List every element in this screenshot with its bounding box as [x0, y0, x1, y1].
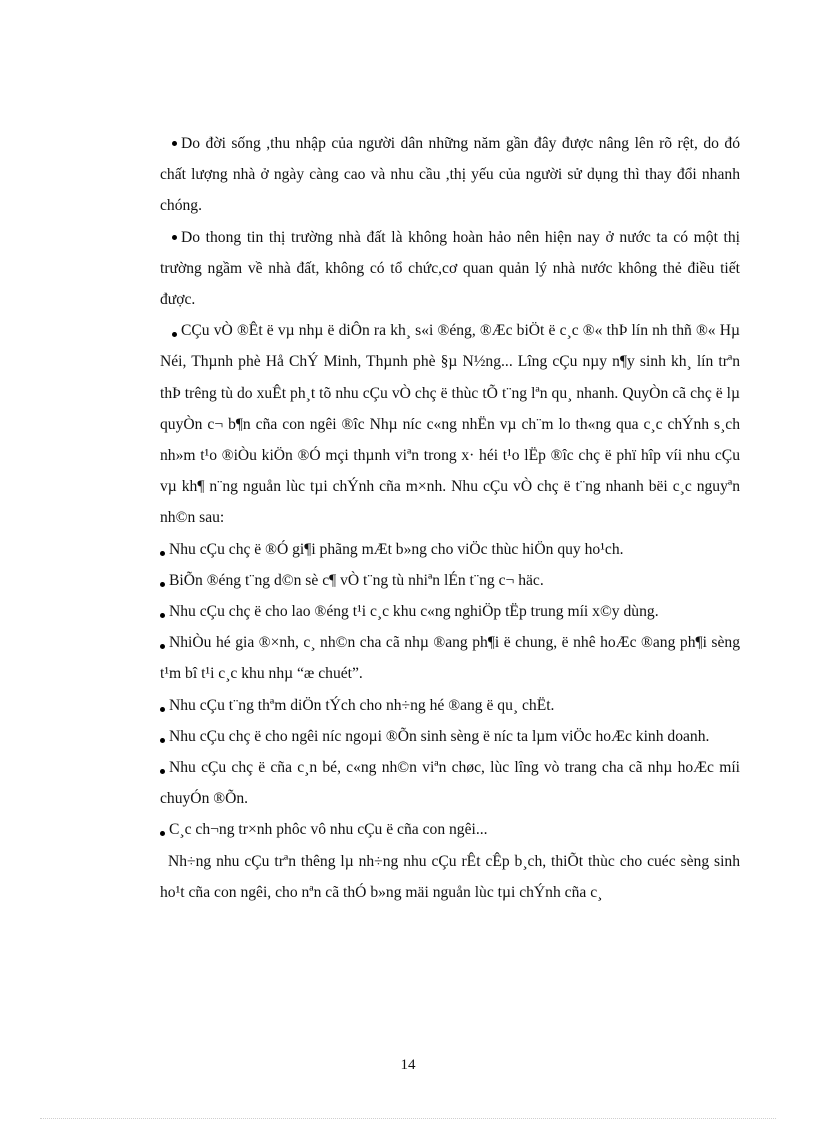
paragraph-8: Nhu cÇu t¨ng thªm diÖn tÝch cho nh÷ng hé ®ang ë qu¸ chËt.	[160, 690, 740, 721]
bullet-icon	[160, 769, 165, 774]
paragraph-11: C¸c ch¬ng tr×nh phôc vô nhu cÇu ë cña con ngêi...	[160, 814, 740, 845]
paragraph-9: Nhu cÇu chç ë cho ngêi níc ngoµi ®Õn sinh sèng ë níc ta lµm viÖc hoÆc kinh doanh.	[160, 721, 740, 752]
paragraph-1: Do đời sống ,thu nhập của người dân những năm gần đây được nâng lên rõ rệt, do đó chất lượng nhà ở ngày càng cao và nhu cầu ,thị yếu của người sử dụng thì thay đổi nhanh chóng.	[160, 135, 740, 215]
paragraph-5: BiÕn ®éng t¨ng d©n sè c¶ vÒ t¨ng tù nhiªn lÉn t¨ng c¬ häc.	[160, 565, 740, 596]
bullet-icon	[160, 738, 165, 743]
bullet-icon	[172, 332, 177, 337]
paragraph-12: Nh÷ng nhu cÇu trªn thêng lµ nh÷ng nhu cÇu rÊt cÊp b¸ch, thiÕt thùc cho cuéc sèng sinh ho¹t cña con ngêi, cho nªn cã thÓ b»ng mäi nguån lùc tµi chÝnh cña c¸	[160, 852, 740, 901]
paragraph-3: CÇu vÒ ®Êt ë vµ nhµ ë diÔn ra kh¸ s«i ®éng, ®Æc biÖt ë c¸c ®« thÞ lín nh thñ ®« Hµ Néi, Thµnh phè Hå ChÝ Minh, Thµnh phè §µ N½ng... Lîng cÇu nµy n¶y sinh kh¸ lín trªn thÞ trêng tù do xuÊt ph¸t tõ nhu cÇu vÒ chç ë thùc tÕ t¨ng lªn qu¸ nhanh. QuyÒn cã chç ë lµ quyÒn c¬ b¶n cña con ngêi ®îc Nhµ níc c«ng nhËn vµ ch¨m lo th«ng qua c¸c chÝnh s¸ch nh»m t¹o ®iÒu kiÖn ®Ó mçi thµnh viªn trong x· héi t¹o lËp ®îc chç ë phï hîp víi nhu cÇu vµ kh¶ n¨ng nguån lùc tµi chÝnh cña m×nh. Nhu cÇu vÒ chç ë t¨ng nhanh bëi c¸c nguyªn nh©n sau:	[160, 322, 740, 527]
bullet-icon	[160, 613, 165, 618]
paragraph-2: Do thong tin thị trường nhà đất là không hoàn hảo nên hiện nay ở nước ta có một thị trường ngầm về nhà đất, không có tổ chức,cơ quan quản lý nhà nước không thẻ điều tiết được.	[160, 228, 740, 309]
bullet-icon	[160, 707, 165, 712]
paragraph-4: Nhu cÇu chç ë ®Ó gi¶i phãng mÆt b»ng cho viÖc thùc hiÖn quy ho¹ch.	[160, 534, 740, 565]
paragraph-6: Nhu cÇu chç ë cho lao ®éng t¹i c¸c khu c«ng nghiÖp tËp trung míi x©y dùng.	[160, 596, 740, 627]
page-bottom-divider	[40, 1118, 776, 1119]
bullet-icon	[172, 235, 177, 240]
bullet-icon	[160, 582, 165, 587]
bullet-icon	[160, 551, 165, 556]
paragraph-7: NhiÒu hé gia ®×nh, c¸ nh©n cha cã nhµ ®ang ph¶i ë chung, ë nhê hoÆc ®ang ph¶i sèng t¹m bî t¹i c¸c khu nhµ “æ chuét”.	[160, 634, 740, 683]
bullet-icon	[160, 831, 165, 836]
page-number: 14	[400, 1057, 416, 1073]
paragraph-10: Nhu cÇu chç ë cña c¸n bé, c«ng nh©n viªn chøc, lùc lîng vò trang cha cã nhµ hoÆc míi chuyÓn ®Õn.	[160, 759, 740, 808]
bullet-icon	[160, 644, 165, 649]
bullet-icon	[172, 141, 177, 146]
body-text	[160, 128, 740, 908]
